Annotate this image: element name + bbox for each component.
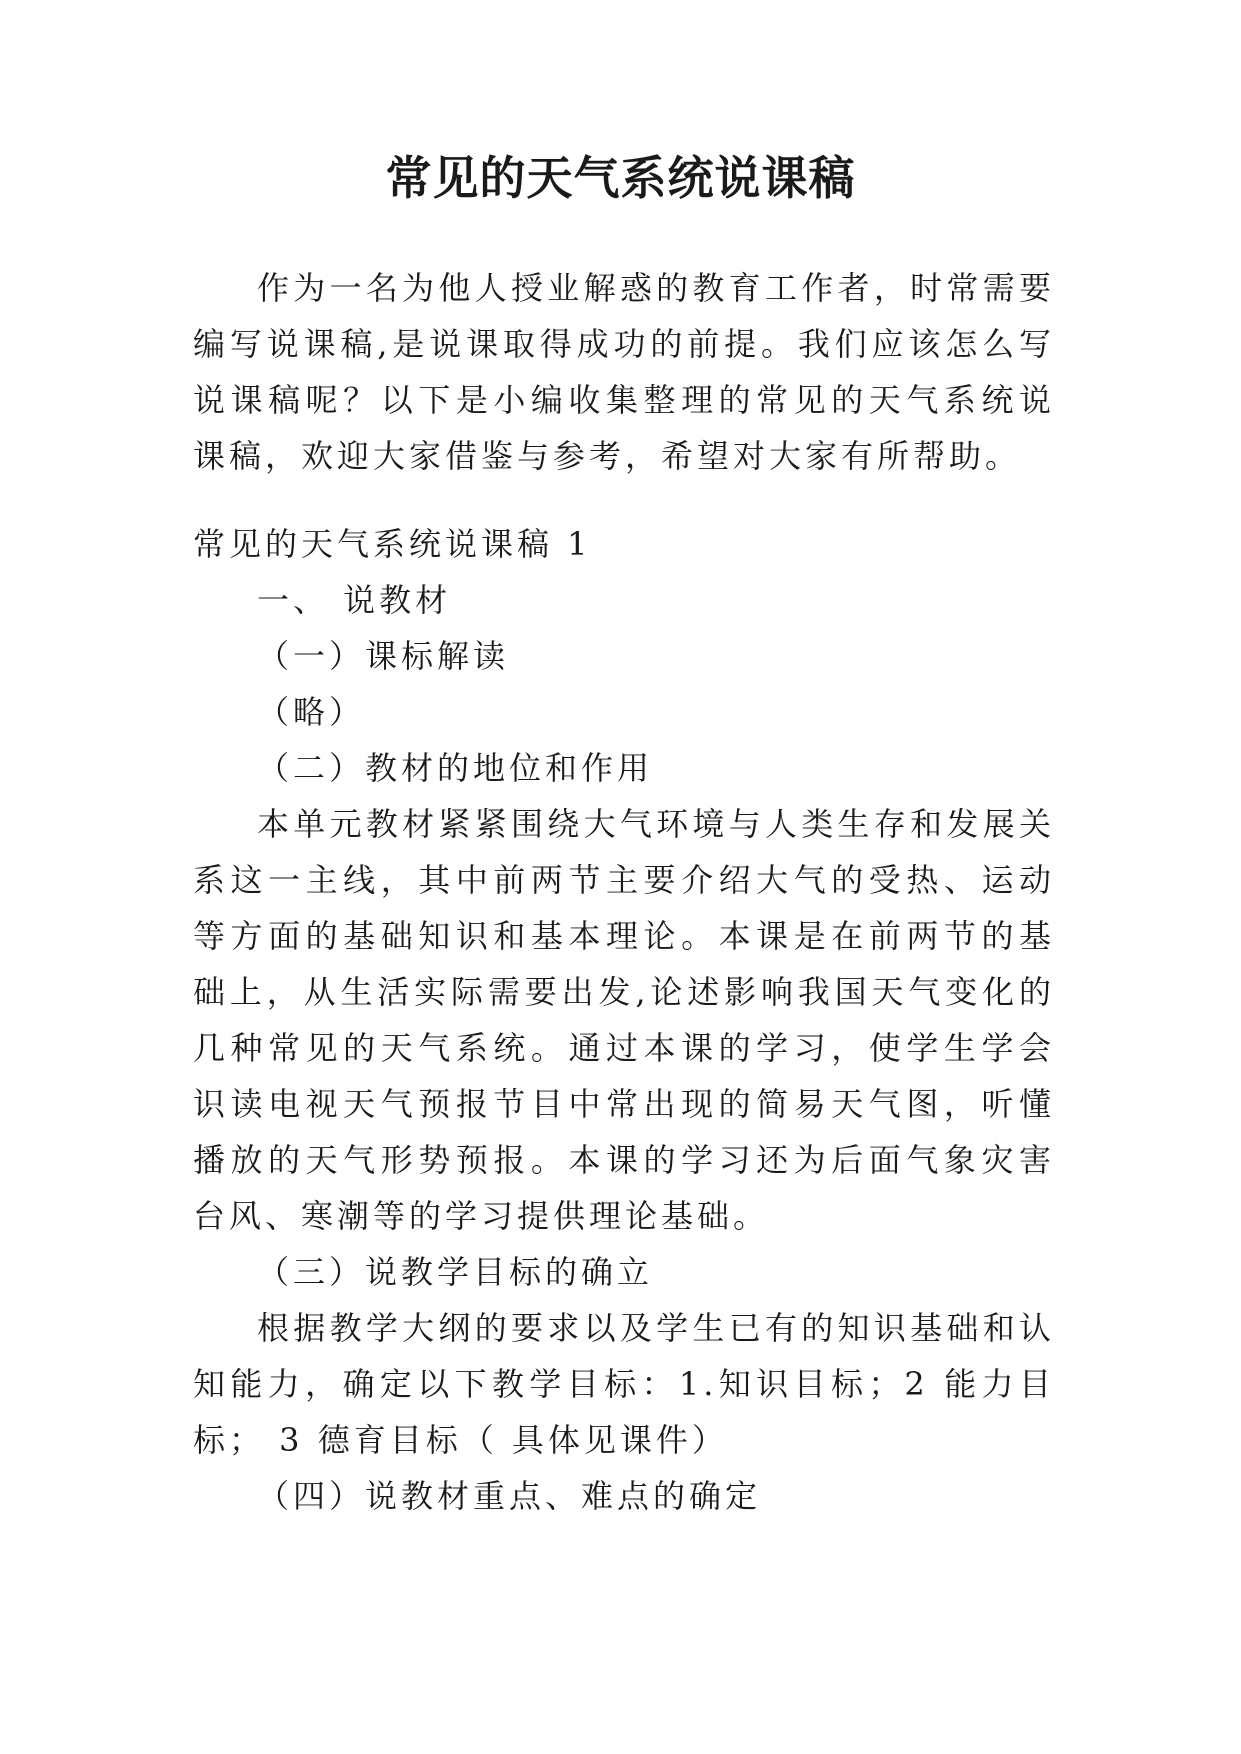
intro-paragraph: 作为一名为他人授业解惑的教育工作者，时常需要编写说课稿,是说课取得成功的前提。我们应该怎么写说课稿呢？以下是小编收集整理的常见的天气系统说课稿，欢迎大家借鉴与参考，希望对大家有所帮助。 — [193, 269, 1055, 475]
section-title: 常见的天气系统说课稿 1 — [193, 525, 592, 563]
document-title: 常见的天气系统说课稿 — [385, 151, 856, 205]
subheading-curriculum: （一）课标解读 — [257, 637, 510, 675]
section-block — [193, 516, 1055, 1524]
heading-teaching-material: 一、 说教材 — [257, 581, 452, 619]
curriculum-body: （略） — [257, 693, 366, 731]
subheading-teaching-goals: （三）说教学目标的确立 — [257, 1253, 654, 1291]
subheading-position-role: （二）教材的地位和作用 — [257, 749, 654, 787]
position-role-paragraph: 本单元教材紧紧围绕大气环境与人类生存和发展关系这一主线，其中前两节主要介绍大气的受热、运动等方面的基础知识和基本理论。本课是在前两节的基础上，从生活实际需要出发,论述影响我国天气变化的几种常见的天气系统。通过本课的学习，使学生学会识读电视天气预报节目中常出现的简易天气图，听懂播放的天气形势预报。本课的学习还为后面气象灾害台风、寒潮等的学习提供理论基础。 — [193, 805, 1055, 1235]
teaching-goals-paragraph: 根据教学大纲的要求以及学生已有的知识基础和认知能力，确定以下教学目标：1.知识目标；2 能力目标； 3 德育目标（ 具体见课件） — [193, 1309, 1055, 1459]
intro-block — [193, 260, 1055, 484]
subheading-key-difficult-points: （四）说教材重点、难点的确定 — [257, 1477, 762, 1515]
